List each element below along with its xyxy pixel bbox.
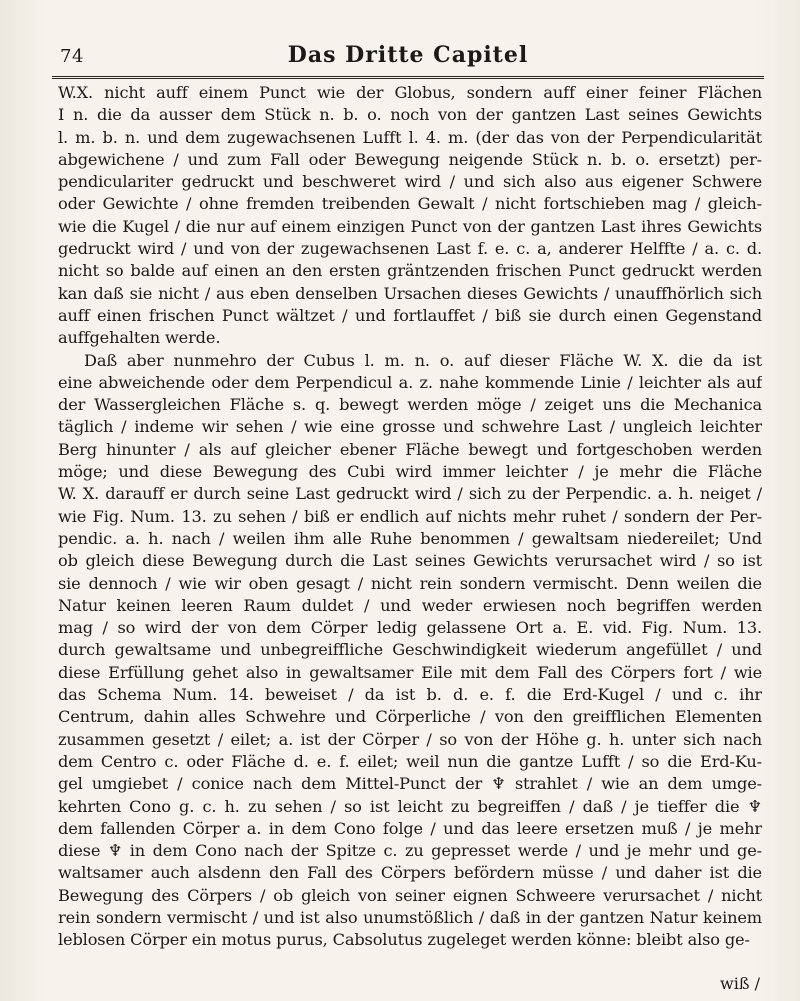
- text-line: kan daß sie nicht / aus eben denselben Ursachen dieses Gewichts / unauffhörlich sich: [58, 283, 762, 303]
- page-header: [52, 38, 764, 72]
- text-line: nicht so balde auf einen an den ersten gräntzenden frischen Punct gedruckt werden: [58, 261, 762, 281]
- text-line: diese Erfüllung gehet also in gewaltsamer Eile mit dem Fall des Cörpers fort / wie: [58, 662, 762, 682]
- text-line: leblosen Cörper ein motus purus, Cabsolutus zugeleget werden könne: bleibt also ge-: [58, 930, 750, 950]
- text-line: gedruckt wird / und von der zugewachsenen Last f. e. c. a, anderer Helffte / a. c. d.: [58, 239, 762, 259]
- text-line: pendic. a. h. nach / weilen ihm alle Ruhe benommen / gewaltsam niedereilet; Und: [58, 528, 762, 548]
- text-line: abgewichene / und zum Fall oder Bewegung neigende Stück n. b. o. ersetzt) per-: [58, 149, 762, 169]
- text-line: kehrten Cono g. c. h. zu sehen / so ist leicht zu begreiffen / daß / je tieffer die ♆: [58, 796, 762, 816]
- text-line: auff einen frischen Punct wältzet / und fortlauffet / biß sie durch einen Gegenstand: [58, 305, 762, 325]
- text-line: Daß aber nunmehro der Cubus l. m. n. o. auf dieser Fläche W. X. die da ist: [84, 350, 762, 370]
- text-line: diese ♆ in dem Cono nach der Spitze c. zu gepresset werde / und je mehr und ge-: [58, 841, 762, 861]
- text-line: eine abweichende oder dem Perpendicul a. z. nahe kommende Linie / leichter als auf: [58, 372, 762, 392]
- header-rule: [52, 76, 764, 79]
- body-text: [58, 82, 762, 952]
- text-line: wie die Kugel / die nur auf einem einzigen Punct von der gantzen Last ihres Gewichts: [58, 216, 762, 236]
- text-line: Natur keinen leeren Raum duldet / und weder erwiesen noch begriffen werden: [58, 595, 762, 615]
- text-line: pendiculariter gedruckt und beschweret wird / und sich also aus eigener Schwere: [58, 172, 762, 192]
- catchword: wiß /: [720, 974, 760, 993]
- text-line: l. m. b. n. und dem zugewachsenen Lufft l. 4. m. (der das von der Perpendicularität: [58, 127, 762, 147]
- text-line: waltsamer auch alsdenn den Fall des Cörpers befördern müsse / und daher ist die: [58, 863, 762, 883]
- text-line: W. X. darauff er durch seine Last gedruckt wird / sich zu der Perpendic. a. h. neiget /: [58, 484, 762, 504]
- text-line: W.X. nicht auff einem Punct wie der Globus, sondern auff einer feiner Flächen: [58, 83, 762, 102]
- text-line: dem fallenden Cörper a. in dem Cono folge / und das leere ersetzen muß / je mehr: [58, 818, 762, 838]
- text-line: oder Gewichte / ohne fremden treibenden Gewalt / nicht fortschieben mag / gleich-: [58, 194, 762, 214]
- text-line: möge; und diese Bewegung des Cubi wird immer leichter / je mehr die Fläche: [58, 462, 762, 482]
- text-line: sie dennoch / wie wir oben gesagt / nicht rein sondern vermischt. Denn weilen die: [58, 573, 762, 593]
- text-line: Berg hinunter / als auf gleicher ebener Fläche bewegt und fortgeschoben werden: [58, 439, 762, 459]
- text-line: das Schema Num. 14. beweiset / da ist b. d. e. f. die Erd-Kugel / und c. ihr: [58, 685, 762, 705]
- text-line: Bewegung des Cörpers / ob gleich von seiner eignen Schweere verursachet / nicht: [58, 885, 762, 905]
- text-line: Centrum, dahin alles Schwehre und Cörperliche / von den greifflichen Elementen: [58, 707, 762, 727]
- text-line: gel umgiebet / conice nach dem Mittel-Punct der ♆ strahlet / wie an dem umge-: [58, 774, 762, 794]
- text-line: auffgehalten werde.: [58, 328, 221, 348]
- text-line: durch gewaltsame und unbegreiffliche Geschwindigkeit wiederum angefüllet / und: [58, 640, 762, 660]
- text-line: I n. die da ausser dem Stück n. b. o. noch von der gantzen Last seines Gewichts: [58, 105, 762, 125]
- text-line: dem Centro c. oder Fläche d. e. f. eilet; weil nun die gantze Lufft / so die Erd-Ku-: [58, 751, 762, 771]
- text-line: ob gleich diese Bewegung durch die Last seines Gewichts verursachet wird / so ist: [58, 551, 762, 571]
- text-line: mag / so wird der von dem Cörper ledig gelassene Ort a. E. vid. Fig. Num. 13.: [58, 618, 762, 638]
- text-line: täglich / indeme wir sehen / wie eine grosse und schwehre Last / ungleich leichter: [58, 417, 762, 437]
- text-line: zusammen gesetzt / eilet; a. ist der Cörper / so von der Höhe g. h. unter sich nach: [58, 729, 762, 749]
- text-line: rein sondern vermischt / und ist also unumstößlich / daß in der gantzen Natur keinem: [58, 907, 762, 927]
- text-line: der Wassergleichen Fläche s. q. bewegt werden möge / zeiget uns die Mechanica: [58, 395, 762, 415]
- page-number: 74: [60, 46, 84, 67]
- running-title: Das Dritte Capitel: [287, 42, 529, 68]
- text-line: wie Fig. Num. 13. zu sehen / biß er endlich auf nichts mehr ruhet / sondern der Per-: [58, 506, 762, 526]
